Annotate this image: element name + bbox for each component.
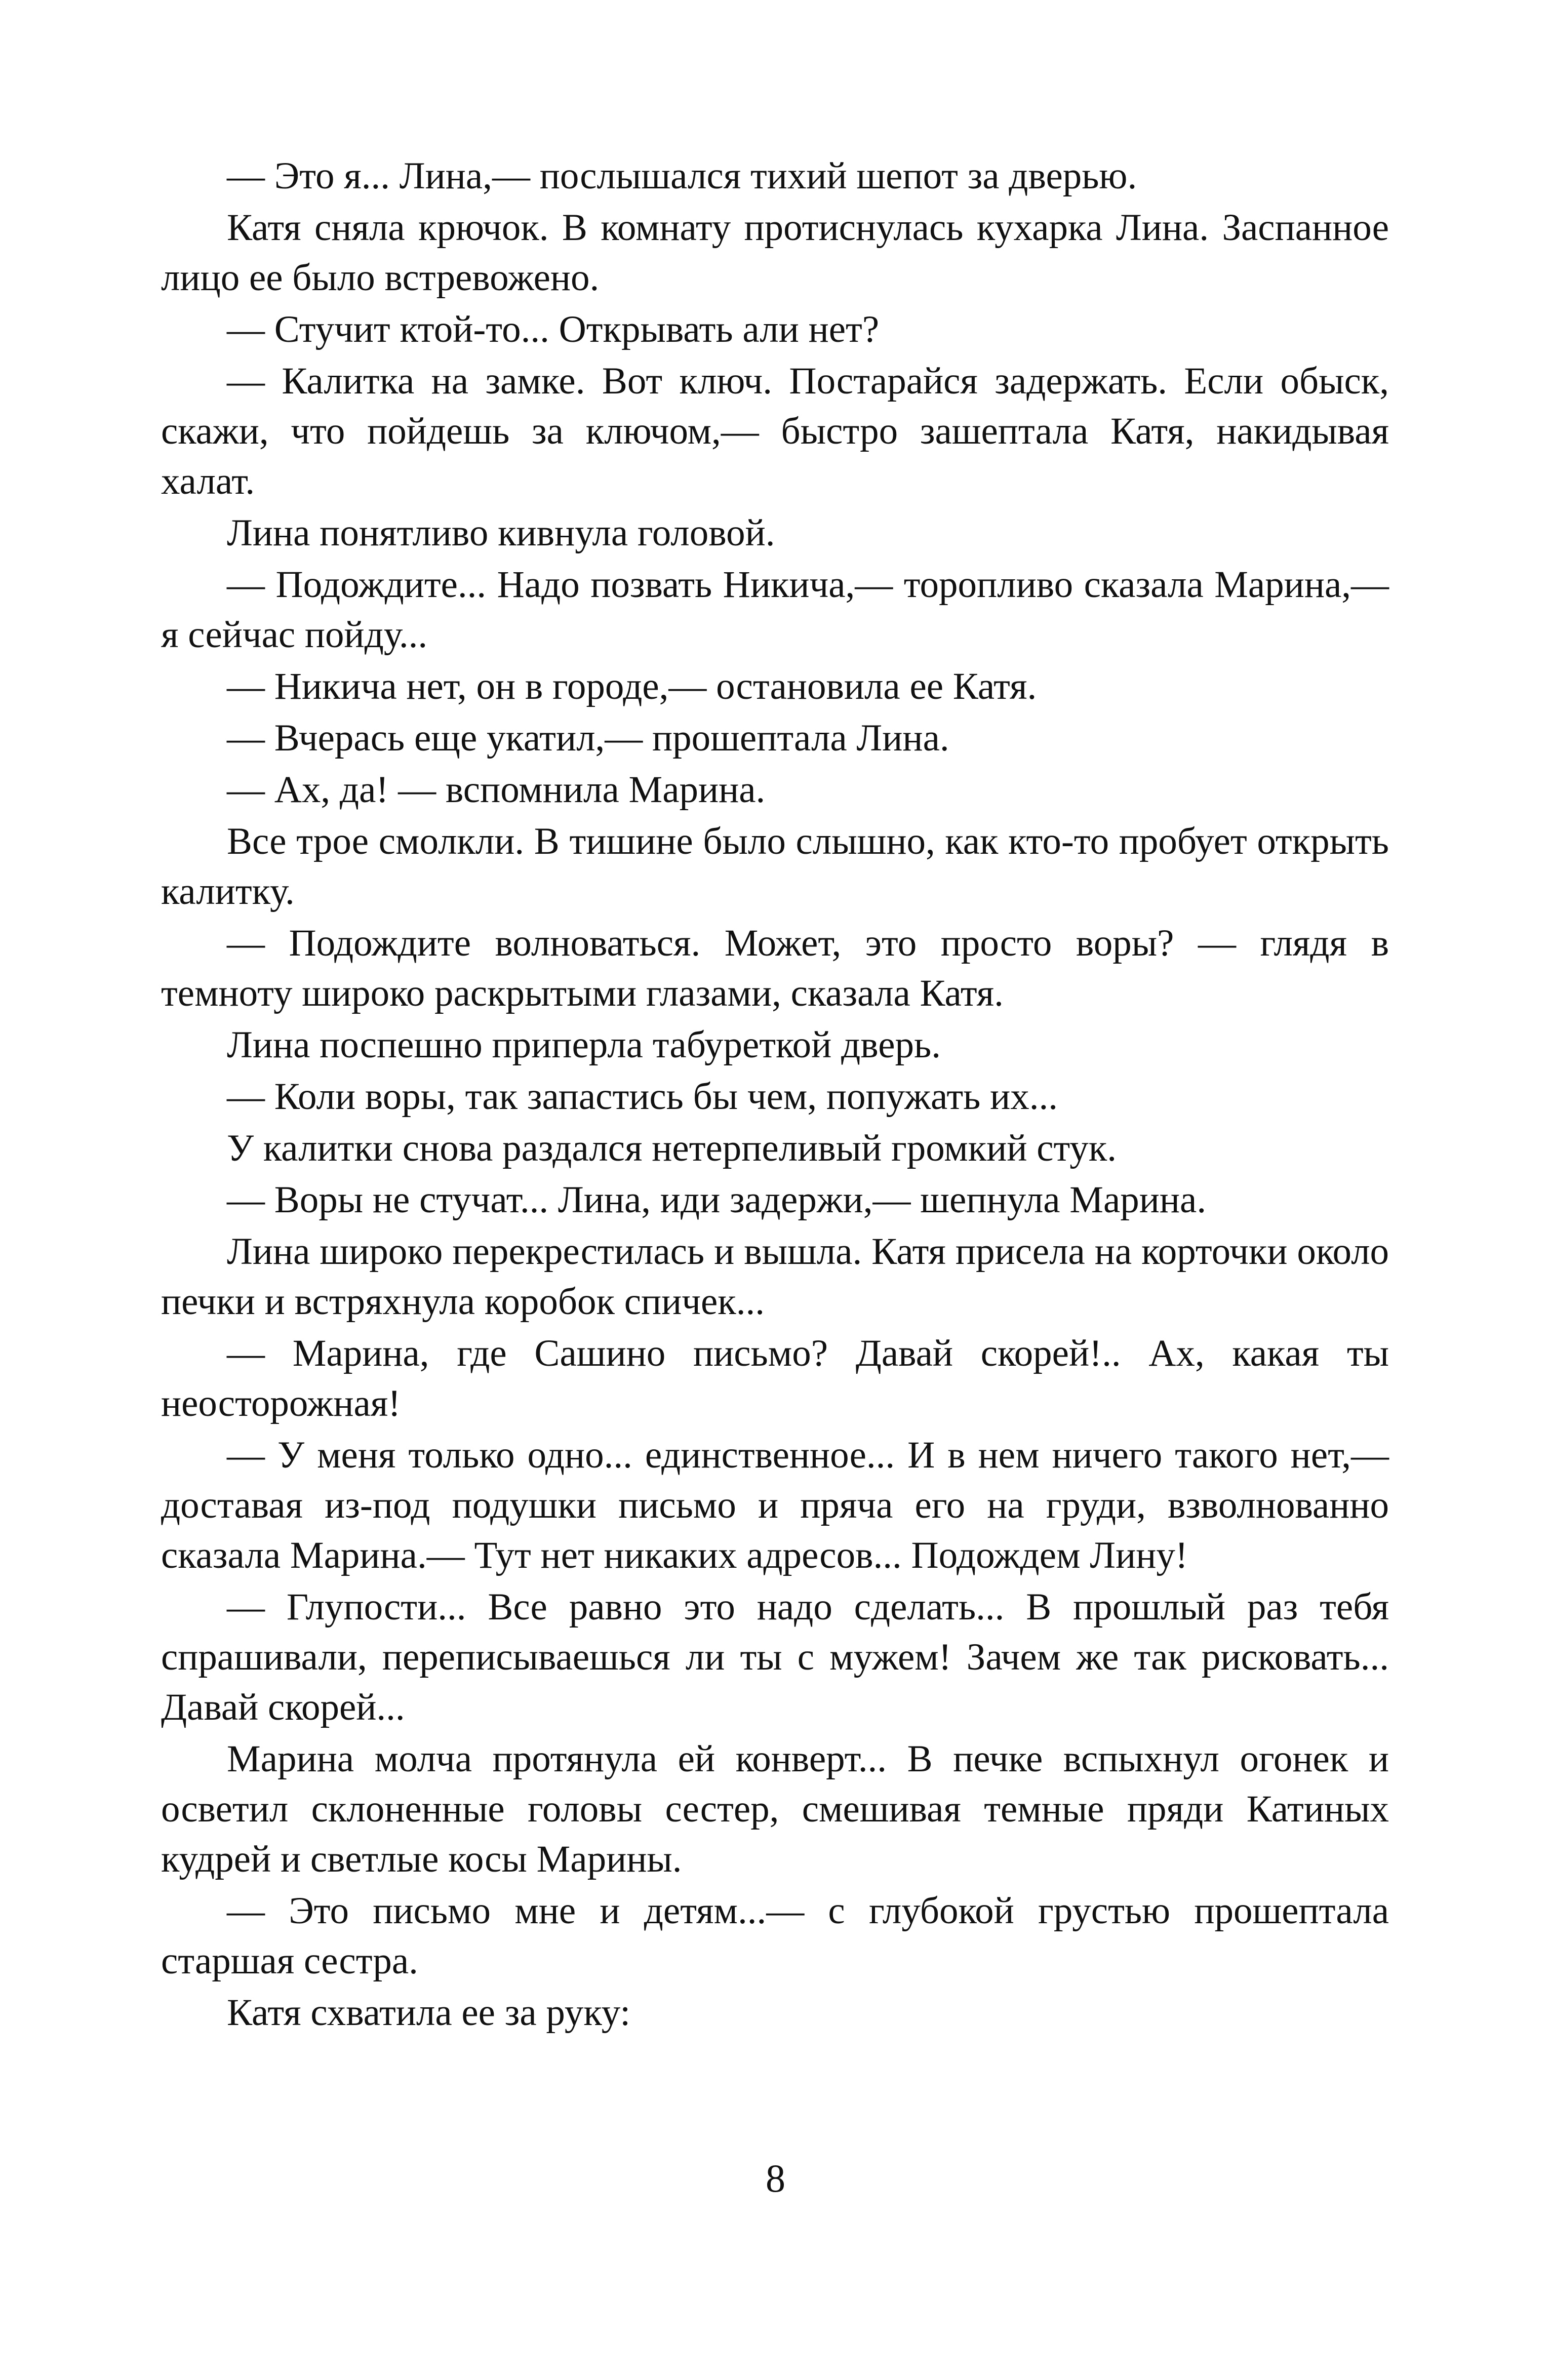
paragraph: — Ах, да! — вспомнила Марина. — [227, 769, 766, 811]
paragraph: Катя сняла крючок. В комнату протиснулась кухарка Лина. Заспанное лицо ее было встревожено. — [161, 207, 1389, 299]
paragraph: — Стучит ктой-то... Открывать али нет? — [227, 308, 880, 350]
paragraph: — Калитка на замке. Вот ключ. Постарайся задержать. Если обыск, скажи, что пойдешь за ключом,— быстро зашептала Катя, накидывая халат. — [161, 360, 1389, 502]
body-text — [161, 151, 1389, 2039]
paragraph: — Это я... Лина,— послышался тихий шепот за дверью. — [227, 155, 1137, 197]
paragraph: — Воры не стучат... Лина, иди задержи,— шепнула Марина. — [227, 1179, 1207, 1221]
paragraph: — Вчерась еще укатил,— прошептала Лина. — [227, 717, 949, 759]
paragraph: — Подождите... Надо позвать Никича,— торопливо сказала Марина,— я сейчас пойду... — [161, 564, 1389, 656]
paragraph: У калитки снова раздался нетерпеливый громкий стук. — [227, 1127, 1117, 1169]
paragraph: Марина молча протянула ей конверт... В печке вспыхнул огонек и осветил склоненные головы сестер, смешивая темные пряди Катиных кудрей и светлые косы Марины. — [161, 1738, 1389, 1880]
paragraph: — Никича нет, он в городе,— остановила ее Катя. — [227, 665, 1037, 707]
paragraph: — Глупости... Все равно это надо сделать... В прошлый раз тебя спрашивали, переписываешься ли ты с мужем! Зачем же так рисковать... Давай скорей... — [161, 1586, 1389, 1728]
paragraph: — Подождите волноваться. Может, это просто воры? — глядя в темноту широко раскрытыми глазами, сказала Катя. — [161, 922, 1389, 1014]
paragraph: — Марина, где Сашино письмо? Давай скорей!.. Ах, какая ты неосторожная! — [161, 1332, 1389, 1424]
page-number: 8 — [766, 2156, 785, 2200]
paragraph: Лина поспешно приперла табуреткой дверь. — [227, 1024, 941, 1066]
paragraph: Лина широко перекрестилась и вышла. Катя присела на корточки около печки и встряхнула коробок спичек... — [161, 1231, 1389, 1323]
paragraph: — У меня только одно... единственное... И в нем ничего такого нет,— доставая из-под подушки письмо и пряча его на груди, взволнованно сказала Марина.— Тут нет никаких адресов... Подождем Лину! — [161, 1434, 1389, 1576]
paragraph: Лина понятливо кивнула головой. — [227, 512, 775, 554]
paragraph: Все трое смолкли. В тишине было слышно, как кто-то пробует открыть калитку. — [161, 820, 1389, 913]
paragraph: — Это письмо мне и детям...— с глубокой грустью прошептала старшая сестра. — [161, 1890, 1389, 1982]
paragraph: — Коли воры, так запастись бы чем, попужать их... — [227, 1076, 1058, 1118]
paragraph: Катя схватила ее за руку: — [227, 1992, 631, 2034]
